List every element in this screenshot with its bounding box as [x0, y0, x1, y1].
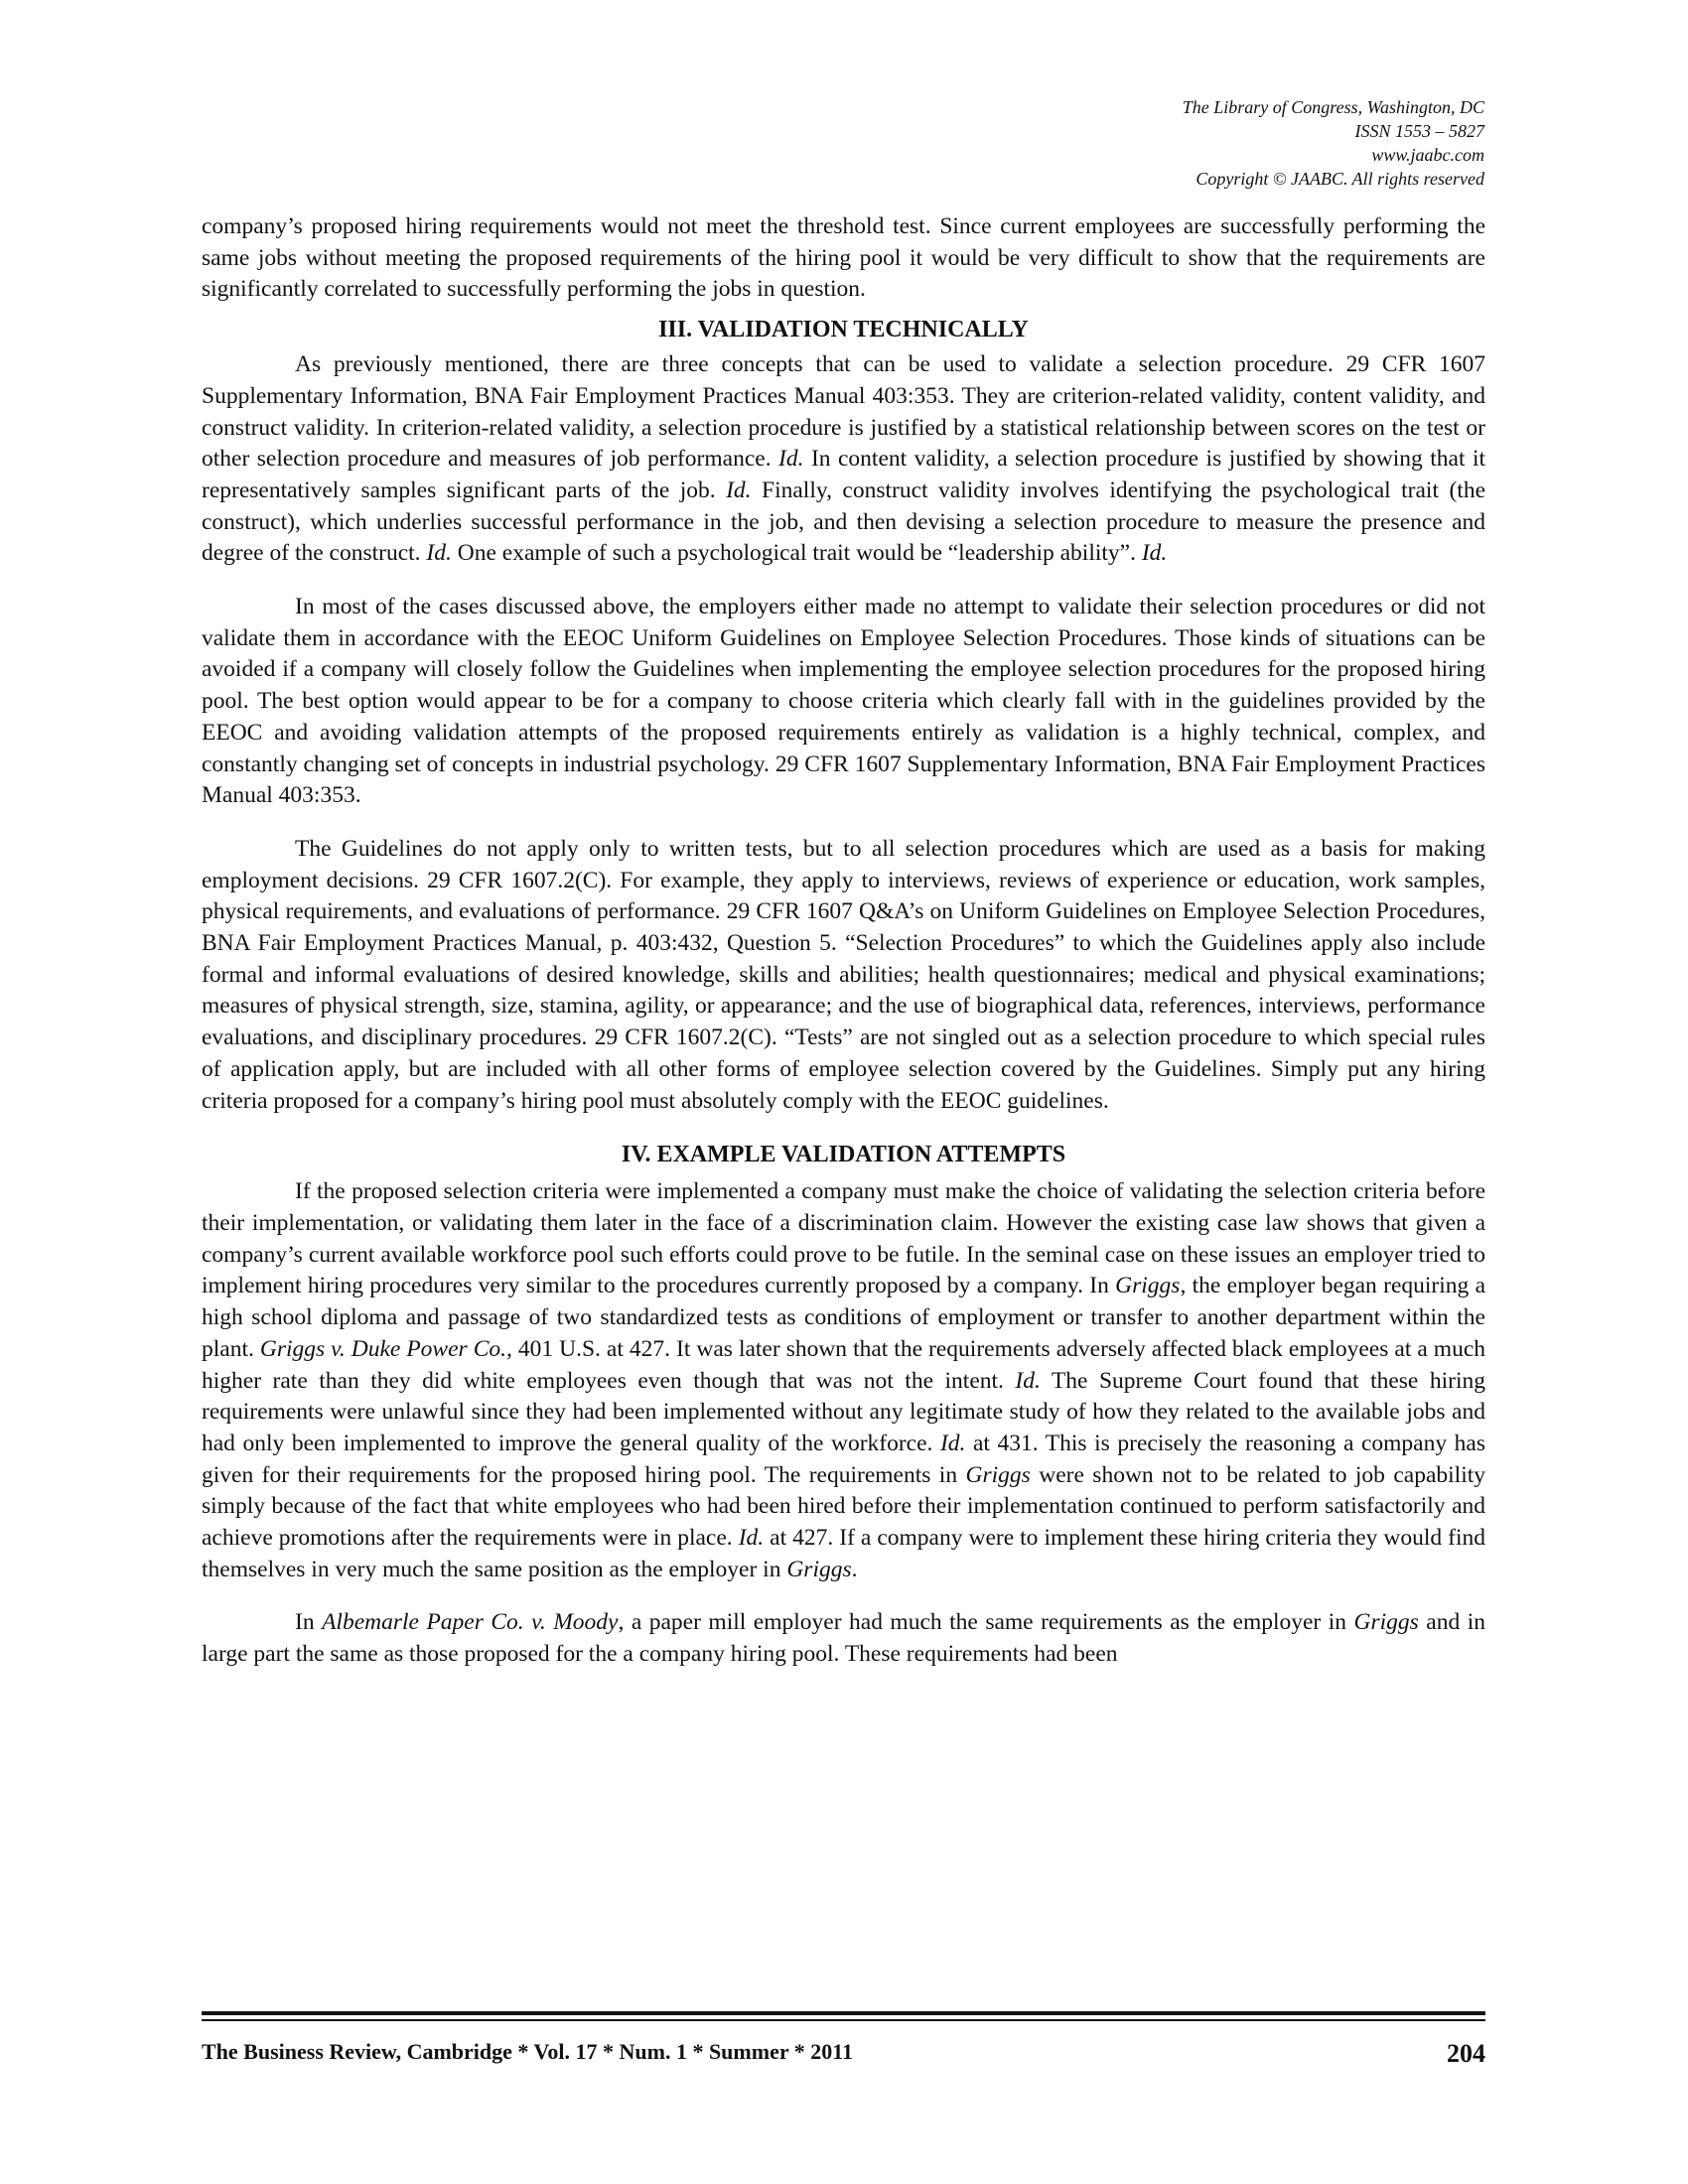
paragraph-eeoc-guidelines: In most of the cases discussed above, the employers either made no attempt to validate their selection procedures or did not validate them in accordance with the EEOC Uniform Guidelines on Employee Selection Procedures. Those kinds of situations can be avoided if a company will closely follow the Guidelines when implementing the employee selection procedures for the proposed hiring pool. The best option would appear to be for a company to choose criteria which clearly fall with in the guidelines provided by the EEOC and avoiding validation attempts of the proposed requirements entirely as validation is a highly technical, complex, and constantly changing set of concepts in industrial psychology. 29 CFR 1607 Supplementary Information, BNA Fair Employment Practices Manual 403:353. — [202, 594, 1485, 809]
case-name: Albemarle Paper Co. v. Moody — [322, 1609, 619, 1636]
section-heading-iii: III. VALIDATION TECHNICALLY — [658, 317, 1029, 343]
citation-id: Id. — [1141, 540, 1168, 567]
text-run: As previously mentioned, there are three concepts that can be used to validate a selection procedure. 29 CFR 1607 Supplementary Information, BNA Fair Employment Practices Manual 403:353. They are criterion-related validity, content validity, and construct validity. In criterion-related validity, a selection procedure is justified by a statistical relationship between scores on the test or other selection procedure and measures of job performance. — [202, 351, 1485, 473]
text-run: , the employer began requiring a high school diploma and passage of two standardized tests as conditions of employment or transfer to another department within the plant. — [202, 1273, 1485, 1362]
journal-footer — [202, 2039, 1485, 2068]
footer-rule-thick — [202, 2011, 1485, 2015]
page-number: 204 — [1447, 2039, 1485, 2068]
paragraph-selection-procedures: The Guidelines do not apply only to written tests, but to all selection procedures which are used as a basis for making employment decisions. 29 CFR 1607.2(C). For example, they apply to interviews, reviews of experience or education, work samples, physical requirements, and evaluations of performance. 29 CFR 1607 Q&A’s on Uniform Guidelines on Employee Selection Procedures, BNA Fair Employment Practices Manual, p. 403:432, Question 5. “Selection Procedures” to which the Guidelines apply also include formal and informal evaluations of desired knowledge, skills and abilities; health questionnaires; medical and physical examinations; measures of physical strength, size, stamina, agility, or appearance; and the use of biographical data, references, interviews, performance evaluations, and disciplinary procedures. 29 CFR 1607.2(C). “Tests” are not singled out as a selection procedure to which special rules of application apply, but are included with all other forms of employee selection covered by the Guidelines. Simply put any hiring criteria proposed for a company’s hiring pool must absolutely comply with the EEOC guidelines. — [202, 835, 1485, 1114]
citation-id: Id. — [939, 1430, 966, 1456]
paragraph-griggs — [202, 1176, 1485, 1585]
text-run: , a paper mill employer had much the same requirements as the employer in — [618, 1609, 1354, 1636]
text-run: One example of such a psychological trait would be “leadership ability”. — [451, 540, 1142, 567]
text-run: , 401 U.S. at 427. It was later shown that the requirements adversely affected black employees at a much higher rate than they did white employees even though that was not the intent. — [202, 1335, 1485, 1394]
article-body — [202, 211, 1485, 1671]
citation-id: Id. — [778, 446, 804, 473]
citation-id: Id. — [726, 477, 752, 503]
citation-id: Id. — [426, 540, 452, 567]
case-name: Griggs v. Duke Power Co. — [259, 1335, 506, 1362]
text-run: at 427. If a company were to implement these hiring criteria they would find themselves in very much the same position as the employer in — [202, 1525, 1486, 1582]
paragraph-validation-concepts — [202, 349, 1485, 570]
section-heading-iv: IV. EXAMPLE VALIDATION ATTEMPTS — [621, 1142, 1066, 1168]
header-website: www.jaabc.com — [1371, 145, 1484, 165]
header-issn: ISSN 1553 – 5827 — [1354, 121, 1484, 141]
text-run: If the proposed selection criteria were implemented a company must make the choice of validating the selection criteria before their implementation, or validating them later in the face of a discrimination claim. However the existing case law shows that given a company’s current available workforce pool such efforts could prove to be futile. In the seminal case on these issues an employer tried to implement hiring procedures very similar to the procedures currently proposed by a company. In — [202, 1178, 1485, 1299]
header-copyright: Copyright © JAABC. All rights reserved — [1196, 169, 1484, 189]
text-run: . — [851, 1556, 858, 1582]
paragraph-continuation: company’s proposed hiring requirements would not meet the threshold test. Since current employees are successfully performing the same jobs without meeting the proposed requirements of the hiring pool it would be very difficult to show that the requirements are significantly correlated to successfully performing the jobs in question. — [202, 213, 1485, 303]
case-name: Griggs — [1353, 1609, 1419, 1636]
text-run: were shown not to be related to job capability simply because of the fact that white employees who had been hired before their implementation continued to perform satisfactorily and achieve promotions after the requirements were in place. — [202, 1461, 1485, 1552]
case-name: Griggs — [965, 1461, 1031, 1488]
publication-header — [1183, 95, 1484, 191]
case-name: Griggs — [786, 1556, 852, 1582]
citation-id: Id. — [1015, 1367, 1041, 1394]
footer-journal-info: The Business Review, Cambridge * Vol. 17 * Num. 1 * Summer * 2011 — [202, 2039, 853, 2064]
paragraph-albemarle — [202, 1607, 1485, 1670]
text-run: Finally, construct validity involves identifying the psychological trait (the construct), which underlies successful performance in the job, and then devising a selection procedure to measure the presence and degree of the construct. — [202, 477, 1485, 567]
case-name: Griggs — [1115, 1273, 1181, 1299]
text-run: The Supreme Court found that these hiring requirements were unlawful since they had been implemented without any legitimate study of how they related to the available jobs and had only been implemented to improve the general quality of the workforce. — [202, 1367, 1485, 1456]
footer-rule-thin — [202, 2019, 1485, 2021]
header-library: The Library of Congress, Washington, DC — [1182, 97, 1484, 117]
citation-id: Id. — [738, 1525, 765, 1552]
text-run: at 431. This is precisely the reasoning a company has given for their requirements for the proposed hiring pool. The requirements in — [202, 1430, 1485, 1488]
text-run: In content validity, a selection procedure is justified by showing that it representatively samples significant parts of the job. — [202, 446, 1485, 503]
text-run: In — [295, 1609, 323, 1636]
text-run: and in large part the same as those proposed for the a company hiring pool. These requirements had been — [202, 1609, 1485, 1668]
